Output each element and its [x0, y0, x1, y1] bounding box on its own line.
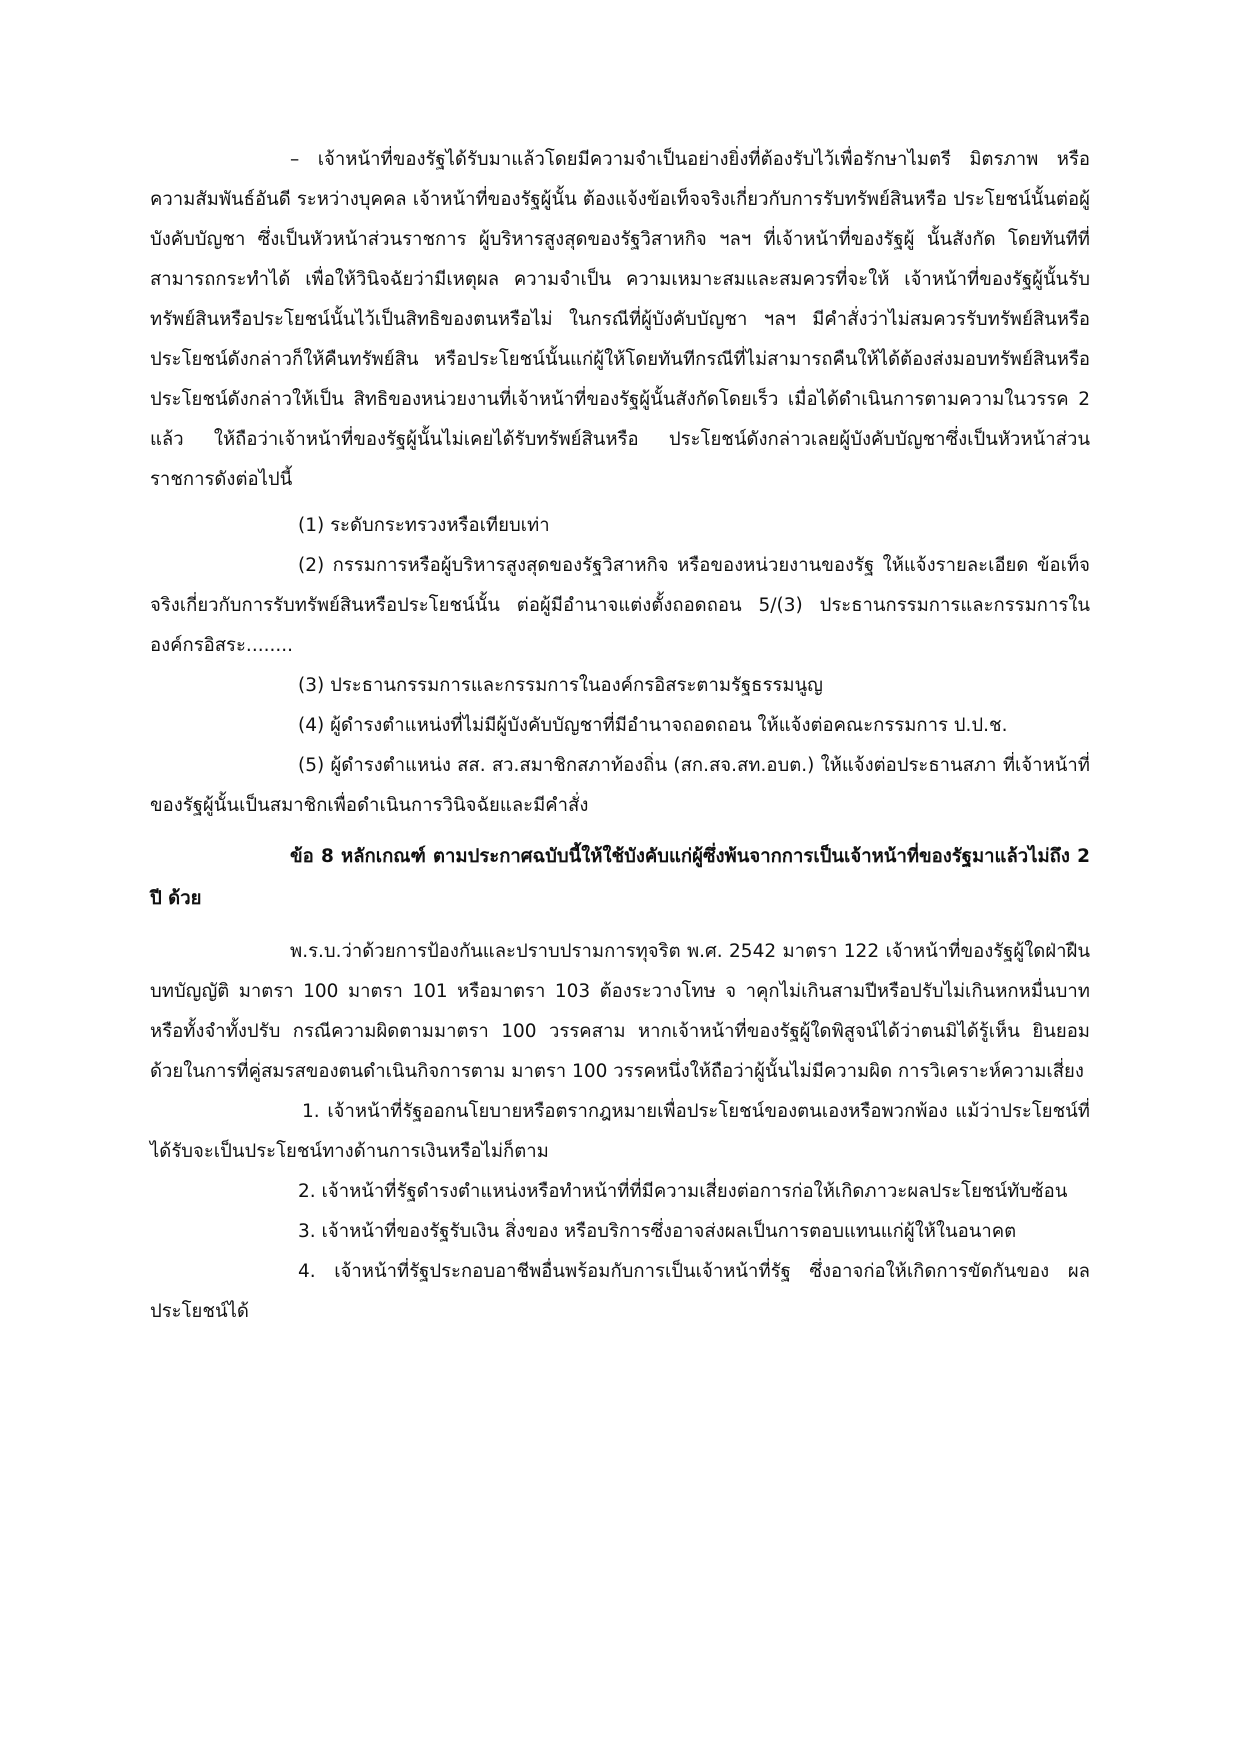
risk-item-4: 4. เจ้าหน้าที่รัฐประกอบอาชีพอื่นพร้อมกับการเป็นเจ้าหน้าที่รัฐ ซึ่งอาจก่อให้เกิดการขัดกันของ ผลประโยชน์ได้: [150, 1261, 1090, 1322]
risk-item-1: 1. เจ้าหน้าที่รัฐออกนโยบายหรือตรากฎหมายเพื่อประโยชน์ของตนเองหรือพวกพ้อง แม้ว่าประโยชน์ที่ได้รับจะเป็นประโยชน์ทางด้านการเงินหรือไม่ก็ตาม: [150, 1101, 1090, 1162]
paragraph-anti-corruption-act: พ.ร.บ.ว่าด้วยการป้องกันและปราบปรามการทุจริต พ.ศ. 2542 มาตรา 122 เจ้าหน้าที่ของรัฐผู้ใดฝ่าฝืนบทบัญญัติ มาตรา 100 มาตรา 101 หรือมาตรา 103 ต้องระวางโทษ จ าคุกไม่เกินสามปีหรือปรับไม่เกินหกหมื่นบาท หรือทั้งจำทั้งปรับ กรณีความผิดตามมาตรา 100 วรรคสาม หากเจ้าหน้าที่ของรัฐผู้ใดพิสูจน์ได้ว่าตนมิได้รู้เห็น ยินยอมด้วยในการที่คู่สมรสของตนดำเนินกิจการตาม มาตรา 100 วรรคหนึ่งให้ถือว่าผู้นั้นไม่มีความผิด การวิเคราะห์ความเสี่ยง: [150, 941, 1090, 1082]
document-page: [150, 140, 1090, 1332]
list-item-independent-org: (3) ประธานกรรมการและกรรมการในองค์กรอิสระตามรัฐธรรมนูญ: [298, 675, 823, 696]
paragraph-gift-acceptance: – เจ้าหน้าที่ของรัฐได้รับมาแล้วโดยมีความจำเป็นอย่างยิ่งที่ต้องรับไว้เพื่อรักษาไมตรี มิตรภาพ หรือความสัมพันธ์อันดี ระหว่างบุคคล เจ้าหน้าที่ของรัฐผู้นั้น ต้องแจ้งข้อเท็จจริงเกี่ยวกับการรับทรัพย์สินหรือ ประโยชน์นั้นต่อผู้บังคับบัญชา ซึ่งเป็นหัวหน้าส่วนราชการ ผู้บริหารสูงสุดของรัฐวิสาหกิจ ฯลฯ ที่เจ้าหน้าที่ของรัฐผู้ นั้นสังกัด โดยทันทีที่สามารถกระทำได้ เพื่อให้วินิจฉัยว่ามีเหตุผล ความจำเป็น ความเหมาะสมและสมควรที่จะให้ เจ้าหน้าที่ของรัฐผู้นั้นรับทรัพย์สินหรือประโยชน์นั้นไว้เป็นสิทธิของตนหรือไม่ ในกรณีที่ผู้บังคับบัญชา ฯลฯ มีคำสั่งว่าไม่สมควรรับทรัพย์สินหรือประโยชน์ดังกล่าวก็ให้คืนทรัพย์สิน หรือประโยชน์นั้นแก่ผู้ให้โดยทันทีกรณีที่ไม่สามารถคืนให้ได้ต้องส่งมอบทรัพย์สินหรือประโยชน์ดังกล่าวให้เป็น สิทธิของหน่วยงานที่เจ้าหน้าที่ของรัฐผู้นั้นสังกัดโดยเร็ว เมื่อได้ดำเนินการตามความในวรรค 2 แล้ว ให้ถือว่าเจ้าหน้าที่ของรัฐผู้นั้นไม่เคยได้รับทรัพย์สินหรือ ประโยชน์ดังกล่าวเลยผู้บังคับบัญชาซึ่งเป็นหัวหน้าส่วนราชการดังต่อไปนี้: [150, 149, 1090, 490]
list-item-state-enterprise: (2) กรรมการหรือผู้บริหารสูงสุดของรัฐวิสาหกิจ หรือของหน่วยงานของรัฐ ให้แจ้งรายละเอียด ข้อเท็จจริงเกี่ยวกับการรับทรัพย์สินหรือประโยชน์นั้น ต่อผู้มีอำนาจแต่งตั้งถอดถอน 5/(3) ประธานกรรมการและกรรมการในองค์กรอิสระ........: [150, 555, 1090, 656]
list-item-parliament-members: (5) ผู้ดำรงตำแหน่ง สส. สว.สมาชิกสภาท้องถิ่น (สก.สจ.สท.อบต.) ให้แจ้งต่อประธานสภา ที่เจ้าหน้าที่ของรัฐผู้นั้นเป็นสมาชิกเพื่อดำเนินการวินิจฉัยและมีคำสั่ง: [150, 755, 1090, 816]
list-item-ministry-level: (1) ระดับกระทรวงหรือเทียบเท่า: [298, 515, 550, 536]
risk-item-2: 2. เจ้าหน้าที่รัฐดำรงตำแหน่งหรือทำหน้าที่ที่มีความเสี่ยงต่อการก่อให้เกิดภาวะผลประโยชน์ทับซ้อน: [298, 1181, 1068, 1202]
list-item-no-supervisor: (4) ผู้ดำรงตำแหน่งที่ไม่มีผู้บังคับบัญชาที่มีอำนาจถอดถอน ให้แจ้งต่อคณะกรรมการ ป.ป.ช.: [298, 715, 1008, 736]
risk-item-3: 3. เจ้าหน้าที่ของรัฐรับเงิน สิ่งของ หรือบริการซึ่งอาจส่งผลเป็นการตอบแทนแก่ผู้ให้ในอนาคต: [298, 1221, 1017, 1242]
section-heading-clause-8: ข้อ 8 หลักเกณฑ์ ตามประกาศฉบับนี้ให้ใช้บังคับแก่ผู้ซึ่งพ้นจากการเป็นเจ้าหน้าที่ของรัฐมาแล้วไม่ถึง 2 ปี ด้วย: [150, 846, 1090, 909]
